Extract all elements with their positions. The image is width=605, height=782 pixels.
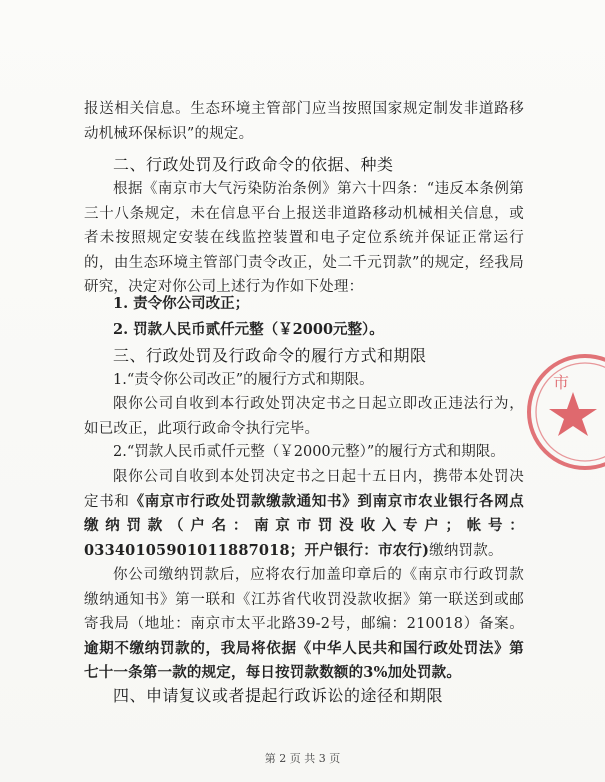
section-heading-3: 三、行政处罚及行政命令的履行方式和期限 [113, 346, 427, 365]
paragraph-continuation: 报送相关信息。生态环境主管部门应当按照国家规定制发非道路移动机械环保标识”的规定。 [84, 101, 524, 142]
seal-text: 市 [553, 373, 570, 392]
page-footer: 第 2 页 共 3 页 [264, 752, 341, 765]
late-penalty-text: 逾期不缴纳罚款的，我局将依据《中华人民共和国行政处罚法》第七十一条第一款的规定，每日按罚款数额的3%加处罚款。 [84, 639, 524, 682]
section-heading-4: 四、申请复议或者提起行政诉讼的途径和期限 [113, 686, 444, 705]
subsection-2-title: 2.“罚款人民币贰仟元整（￥2000元整）”的履行方式和期限。 [113, 444, 505, 460]
section-heading-2: 二、行政处罚及行政命令的依据、种类 [113, 155, 394, 174]
paragraph-payment [84, 465, 524, 563]
payment-intro: 限你公司自收到本处罚决定书之日起十五日内，携带本处罚决定书和 [84, 469, 524, 510]
decision-item-2: 2. 罚款人民币贰仟元整（￥2000元整）。 [113, 321, 384, 338]
payment-end: 缴纳罚款。 [429, 542, 503, 559]
paragraph-basis: 根据《南京市大气污染防治条例》第六十四条：“违反本条例第三十八条规定，未在信息平台上报送非道路移动机械相关信息，或者未按照规定安装在线监控装置和电子定位系统并保证正常运行的，由生态环境主管部门责令改正，处二千元罚款”的规定，经我局研究，决定对你公司上述行为作如下处理： [84, 181, 524, 296]
subsection-1-title: 1.“责令你公司改正”的履行方式和期限。 [113, 372, 374, 388]
payment-bank-info: 《南京市行政处罚款缴款通知书》到南京市农业银行各网点缴纳罚款（户名：南京市罚没收入专户；帐号：03340105901011887018；开户银行：市农行) [84, 492, 524, 559]
official-seal [525, 352, 605, 472]
decision-item-1: 1. 责令你公司改正； [113, 295, 250, 312]
paragraph-correction: 限你公司自收到本行政处罚决定书之日起立即改正违法行为，如已改正，此项行政命令执行完毕。 [84, 396, 524, 437]
after-payment-text: 你公司缴纳罚款后，应将农行加盖印章后的《南京市行政罚款缴纳通知书》第一联和《江苏省代收罚没款收据》第一联送到或邮寄我局（地址：南京市太平北路39-2号，邮编：210018）备案。 [84, 567, 524, 633]
paragraph-after-payment [84, 563, 524, 686]
